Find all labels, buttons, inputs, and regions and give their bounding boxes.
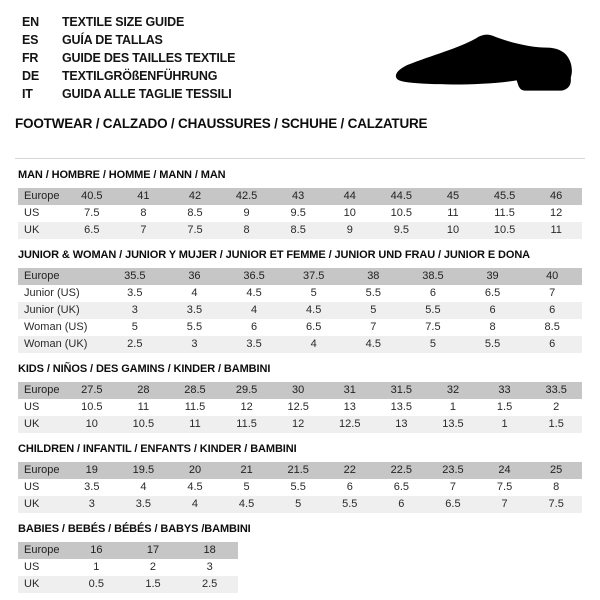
- size-cell: 7: [549, 287, 556, 299]
- size-cell: 21: [240, 464, 253, 476]
- section-kids: [18, 363, 600, 433]
- size-cell: 24: [498, 464, 511, 476]
- size-cell: 1.5: [496, 401, 513, 413]
- section-junior-woman: [18, 249, 600, 353]
- size-cell: 38: [367, 270, 380, 282]
- size-cell: 10: [446, 224, 460, 236]
- size-cell: 4: [191, 287, 198, 299]
- size-cell: 10.5: [132, 418, 155, 430]
- size-cell: 11: [189, 418, 201, 430]
- header-divider: [15, 158, 585, 159]
- row-label: Europe: [24, 464, 60, 476]
- size-cell: 4.5: [246, 287, 262, 299]
- size-cell: 10: [85, 418, 98, 430]
- dress-shoe-icon: [394, 32, 578, 96]
- size-cell: 4: [191, 498, 199, 510]
- size-cell: 33: [498, 384, 511, 396]
- size-cell: 8.5: [187, 207, 203, 219]
- size-cell: 6: [549, 338, 556, 350]
- size-cell: 10: [343, 207, 356, 219]
- section-title: JUNIOR & WOMAN / JUNIOR Y MUJER / JUNIOR ET FEMME / JUNIOR UND FRAU / JUNIOR E DONA: [18, 249, 531, 261]
- size-cell: 12.5: [339, 418, 361, 430]
- size-cell: 45.5: [493, 190, 516, 202]
- size-table-row: [18, 496, 582, 513]
- size-cell: 18: [203, 544, 216, 556]
- size-cell: 25: [550, 464, 563, 476]
- section-man: [18, 169, 600, 239]
- language-code: ES: [22, 33, 39, 47]
- size-cell: 11: [137, 401, 150, 413]
- size-cell: 3.5: [246, 338, 262, 350]
- row-label: UK: [24, 418, 40, 430]
- size-cell: 10.5: [81, 401, 103, 413]
- size-cell: 3: [191, 338, 198, 350]
- size-cell: 13: [395, 418, 408, 430]
- size-cell: 4.5: [187, 481, 203, 493]
- size-table-row: [18, 268, 582, 285]
- size-cell: 6: [251, 321, 258, 333]
- size-cell: 19: [85, 464, 98, 476]
- size-cell: 41: [137, 190, 150, 202]
- size-table-row: [18, 462, 582, 479]
- size-cell: 29.5: [235, 384, 258, 396]
- size-cell: 3.5: [84, 481, 100, 493]
- row-label: Junior (UK): [24, 304, 80, 316]
- size-cell: 7.5: [548, 498, 564, 510]
- size-cell: 5: [131, 321, 138, 333]
- size-cell: 3.5: [127, 287, 143, 299]
- section-title: BABIES / BEBÉS / BÉBÉS / BABYS /BAMBINI: [18, 523, 251, 535]
- size-cell: 11: [447, 207, 459, 219]
- size-cell: 6.5: [484, 287, 501, 299]
- size-cell: 3: [131, 304, 138, 316]
- size-table-row: [18, 336, 582, 353]
- size-cell: 9.5: [393, 224, 409, 236]
- size-cell: 2: [553, 401, 560, 413]
- language-label: GUIDA ALLE TAGLIE TESSILI: [62, 87, 232, 101]
- size-cell: 7.5: [425, 321, 441, 333]
- size-cell: 39: [486, 270, 499, 282]
- size-table-row: [18, 399, 582, 416]
- row-label: UK: [24, 498, 40, 510]
- size-cell: 4: [251, 304, 258, 316]
- size-cell: 17: [146, 544, 160, 556]
- size-cell: 7: [501, 498, 508, 510]
- size-table-kids: [18, 382, 582, 433]
- size-cell: 35.5: [124, 270, 146, 282]
- size-cell: 9.5: [290, 207, 306, 219]
- size-cell: 11.5: [236, 418, 257, 430]
- row-label: UK: [24, 224, 40, 236]
- size-cell: 2: [149, 561, 157, 573]
- size-cell: 40: [546, 270, 559, 282]
- size-cell: 10.5: [390, 207, 413, 219]
- size-cell: 6: [489, 304, 496, 316]
- size-cell: 5.5: [342, 498, 358, 510]
- size-table-row: [18, 319, 582, 336]
- size-cell: 1.5: [145, 578, 161, 590]
- size-cell: 6.5: [306, 321, 322, 333]
- size-cell: 7: [370, 321, 377, 333]
- size-cell: 37.5: [302, 270, 325, 282]
- size-cell: 30: [292, 384, 305, 396]
- size-cell: 8: [489, 321, 496, 333]
- size-cell: 5.5: [484, 338, 501, 350]
- size-cell: 7: [140, 224, 147, 236]
- size-cell: 22.5: [390, 464, 413, 476]
- size-cell: 11: [550, 224, 562, 236]
- size-cell: 5: [295, 498, 302, 510]
- size-cell: 4: [140, 481, 147, 493]
- language-label: GUÍA DE TALLAS: [62, 33, 163, 47]
- size-cell: 5.5: [186, 321, 203, 333]
- language-code: DE: [22, 69, 39, 83]
- size-cell: 46: [550, 190, 563, 202]
- section-title: MAN / HOMBRE / HOMME / MANN / MAN: [18, 169, 226, 181]
- size-cell: 1.5: [548, 418, 564, 430]
- row-label: US: [24, 481, 40, 493]
- size-table-junior-woman: [18, 268, 582, 353]
- section-children: [18, 443, 600, 513]
- size-table-row: [18, 382, 582, 399]
- size-cell: 4: [310, 338, 317, 350]
- size-table-babies: [18, 542, 238, 593]
- size-cell: 28.5: [184, 384, 206, 396]
- size-cell: 44: [343, 190, 356, 202]
- size-cell: 6: [549, 304, 556, 316]
- size-cell: 3: [88, 498, 95, 510]
- size-cell: 10.5: [493, 224, 516, 236]
- size-cell: 2.5: [127, 338, 143, 350]
- size-cell: 6: [398, 498, 405, 510]
- row-label: Europe: [24, 190, 60, 202]
- row-label: Europe: [24, 384, 60, 396]
- size-cell: 3.5: [135, 498, 152, 510]
- size-cell: 36.5: [243, 270, 265, 282]
- size-cell: 45: [446, 190, 460, 202]
- size-cell: 7: [449, 481, 457, 493]
- size-table-row: [18, 302, 582, 319]
- size-cell: 0.5: [88, 578, 104, 590]
- size-cell: 7.5: [496, 481, 513, 493]
- size-cell: 8: [140, 207, 147, 219]
- size-cell: 12: [292, 418, 305, 430]
- size-cell: 5: [370, 304, 377, 316]
- size-table-row: [18, 542, 238, 559]
- size-cell: 12.5: [287, 401, 309, 413]
- size-cell: 40.5: [81, 190, 103, 202]
- size-cell: 4.5: [306, 304, 322, 316]
- size-cell: 11.5: [494, 207, 515, 219]
- language-label: GUIDE DES TAILLES TEXTILE: [62, 51, 236, 65]
- size-cell: 20: [188, 464, 202, 476]
- size-table-row: [18, 576, 238, 593]
- size-cell: 2.5: [202, 578, 218, 590]
- section-babies: [18, 523, 600, 593]
- size-cell: 31.5: [390, 384, 413, 396]
- size-table-children: [18, 462, 582, 513]
- size-cell: 42: [188, 190, 202, 202]
- language-code: IT: [22, 87, 33, 101]
- size-cell: 27.5: [81, 384, 103, 396]
- size-cell: 43: [292, 190, 305, 202]
- size-cell: 16: [90, 544, 103, 556]
- size-table-row: [18, 188, 582, 205]
- size-cell: 38.5: [422, 270, 444, 282]
- size-cell: 6.5: [445, 498, 461, 510]
- category-heading: FOOTWEAR / CALZADO / CHAUSSURES / SCHUHE / CALZATURE: [15, 116, 428, 131]
- size-cell: 6: [346, 481, 353, 493]
- section-title: KIDS / NIÑOS / DES GAMINS / KINDER / BAMBINI: [18, 363, 271, 375]
- size-cell: 1: [93, 561, 100, 573]
- size-cell: 5: [310, 287, 317, 299]
- size-cell: 6.5: [84, 224, 100, 236]
- size-cell: 13: [343, 401, 356, 413]
- size-cell: 7.5: [84, 207, 100, 219]
- language-label: TEXTILE SIZE GUIDE: [62, 15, 185, 29]
- size-cell: 42.5: [235, 190, 258, 202]
- size-cell: 31: [343, 384, 356, 396]
- size-table-row: [18, 222, 582, 239]
- size-cell: 5.5: [425, 304, 441, 316]
- language-code: EN: [22, 15, 39, 29]
- language-code: FR: [22, 51, 39, 65]
- size-cell: 8.5: [290, 224, 306, 236]
- size-cell: 23.5: [442, 464, 464, 476]
- size-cell: 3.5: [186, 304, 203, 316]
- size-cell: 33.5: [545, 384, 567, 396]
- size-table-man: [18, 188, 582, 239]
- size-table-row: [18, 479, 582, 496]
- row-label: Europe: [24, 270, 60, 282]
- size-cell: 8.5: [544, 321, 560, 333]
- row-label: UK: [24, 578, 40, 590]
- size-cell: 6.5: [393, 481, 409, 493]
- size-cell: 21.5: [287, 464, 309, 476]
- row-label: Woman (US): [24, 321, 88, 333]
- size-cell: 5: [429, 338, 436, 350]
- size-table-row: [18, 205, 582, 222]
- row-label: US: [24, 401, 40, 413]
- size-cell: 22: [343, 464, 356, 476]
- row-label: US: [24, 561, 40, 573]
- size-cell: 4.5: [238, 498, 255, 510]
- size-cell: 5: [243, 481, 250, 493]
- size-cell: 1: [449, 401, 457, 413]
- row-label: US: [24, 207, 40, 219]
- size-cell: 12: [550, 207, 563, 219]
- size-cell: 28: [137, 384, 150, 396]
- size-cell: 11.5: [184, 401, 206, 413]
- row-label: Junior (US): [24, 287, 80, 299]
- size-cell: 7.5: [187, 224, 203, 236]
- size-cell: 13.5: [442, 418, 464, 430]
- section-title: CHILDREN / INFANTIL / ENFANTS / KINDER / BAMBINI: [18, 443, 297, 455]
- language-label: TEXTILGRÖßENFÜHRUNG: [62, 69, 218, 83]
- size-table-row: [18, 559, 238, 576]
- row-label: Woman (UK): [24, 338, 88, 350]
- size-cell: 13.5: [390, 401, 413, 413]
- size-cell: 5.5: [365, 287, 381, 299]
- size-cell: 19.5: [132, 464, 155, 476]
- size-cell: 9: [346, 224, 353, 236]
- size-cell: 36: [188, 270, 201, 282]
- size-cell: 4.5: [365, 338, 381, 350]
- size-cell: 6: [429, 287, 436, 299]
- size-cell: 8: [553, 481, 560, 493]
- size-table-row: [18, 416, 582, 433]
- size-cell: 9: [243, 207, 250, 219]
- size-cell: 1: [501, 418, 508, 430]
- size-cell: 8: [243, 224, 250, 236]
- size-cell: 44.5: [390, 190, 413, 202]
- size-cell: 5.5: [290, 481, 306, 493]
- row-label: Europe: [24, 544, 60, 556]
- language-row: [22, 13, 600, 31]
- size-table-row: [18, 285, 582, 302]
- size-cell: 12: [240, 401, 253, 413]
- size-cell: 32: [446, 384, 460, 396]
- size-cell: 3: [206, 561, 213, 573]
